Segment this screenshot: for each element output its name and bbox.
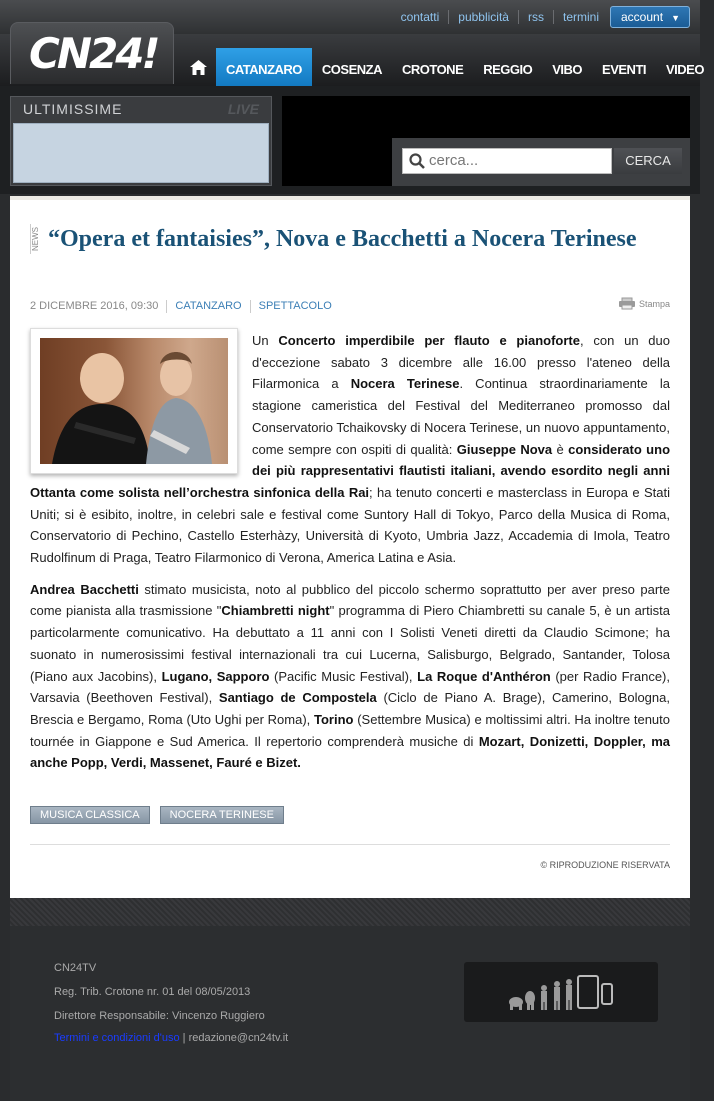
nav-item-vibo[interactable]: VIBO [552, 62, 583, 77]
article-container [10, 196, 690, 898]
paragraph-2-content [30, 582, 670, 771]
account-button[interactable] [610, 6, 690, 28]
footer-pattern [10, 898, 690, 926]
live-label: LIVE [227, 101, 259, 117]
ultimissime-panel [10, 96, 272, 186]
text-run: (per Radio France), Varsavia (Beethoven Festival), [30, 668, 671, 706]
text-run: . Continua straordinariamente la stagione cameristica del Festival del Mediterraneo promosso dal Conservatorio Tchaikovsky di Nocera Terinese, un nuovo appuntamento, come sempre con ospiti di qualità: [252, 376, 671, 457]
account-label: account [621, 10, 664, 24]
nav-item-reggio[interactable]: REGGIO [483, 62, 533, 77]
text-run: Concerto imperdibile per flauto e pianoforte [278, 333, 580, 348]
tag-musica-classica[interactable]: MUSICA CLASSICA [30, 806, 150, 824]
terms-link[interactable]: Termini e condizioni d'uso [54, 1032, 180, 1044]
text-run: Santiago de Compostela [218, 690, 377, 706]
home-icon [190, 60, 207, 75]
footer-links [54, 1032, 288, 1044]
search-bar [392, 138, 690, 186]
section-label: NEWS [30, 224, 42, 254]
evolution-logo[interactable] [464, 962, 658, 1022]
footer-site-name: CN24TV [54, 962, 97, 974]
search-input[interactable] [402, 148, 612, 174]
text-run: Giuseppe Nova [456, 441, 553, 457]
text-run: è [552, 441, 569, 457]
tag-list [30, 806, 284, 824]
text-run: " programma di Piero Chiambretti su canale 5, è un artista particolarmente comunicativo. Ha debuttato a 11 anni con I Solisti Veneti diretti da Claudio Scimone; ha suonato in numerosissimi festival internazionali tra cui Lucerna, Salisburgo, Belgrado, Santander, Tolosa (Piano aux Jacobins), [30, 603, 670, 684]
print-label: Stampa [638, 298, 670, 309]
subcategory-link[interactable]: SPETTACOLO [258, 300, 332, 312]
tag-nocera-terinese[interactable]: NOCERA TERINESE [160, 806, 284, 824]
article-photo[interactable] [30, 328, 238, 474]
footer-director: Direttore Responsabile: Vincenzo Ruggiero [54, 1010, 265, 1022]
ultimissime-ticker[interactable] [13, 123, 269, 183]
article-date: 2 DICEMBRE 2016, 09:30 [30, 300, 167, 313]
footer [10, 926, 690, 1101]
search-icon [409, 153, 425, 169]
divider [30, 844, 670, 845]
nav-item-cosenza[interactable]: COSENZA [321, 62, 382, 77]
link-rss[interactable]: rss [519, 10, 554, 24]
text-run: stimato musicista, noto al pubblico del piccolo schermo soprattutto per aver preso parte come pianista alla trasmissione " [30, 581, 670, 619]
footer-registration: Reg. Trib. Crotone nr. 01 del 08/05/2013 [54, 986, 251, 998]
category-link[interactable]: CATANZARO [175, 300, 242, 312]
text-run: Lugano, Sapporo [161, 668, 270, 684]
search-button[interactable]: CERCA [614, 148, 682, 174]
print-button[interactable] [619, 298, 670, 309]
text-run: Un [252, 333, 279, 348]
link-contatti[interactable]: contatti [392, 10, 450, 24]
copyright-notice: © RIPRODUZIONE RISERVATA [540, 860, 670, 870]
text-run: Torino [314, 711, 354, 727]
text-run: Chiambretti night [221, 603, 330, 619]
chevron-down-icon: ▼ [671, 13, 680, 23]
text-run: considerato uno dei più rappresentativi flautisti italiani, avendo esordito negli anni Ottanta come solista nell’orchestra sinfonica della Rai [30, 441, 671, 500]
ultimissime-title: ULTIMISSIME [23, 101, 123, 117]
text-run: ; ha tenuto concerti e masterclass in Europa e Stati Uniti; si è esibito, inoltre, in celebri sale e festival come Suntory Hall di Tokyo, Parco della Musica di Roma, Conservatorio di Pechino, Castello Esterhàzy, Università di Kyoto, Umbria Jazz, Accademia di Imola, Teatro Rudolfinum di Praga, Teatro Filarmonico di Verona, America Latina e Asia. [30, 484, 670, 566]
text-run: Andrea Bacchetti [30, 581, 139, 597]
main-nav [180, 48, 714, 86]
nav-item-eventi[interactable]: EVENTI [602, 62, 647, 77]
text-run: La Roque d'Anthéron [417, 668, 551, 684]
text-run: Mozart, Donizetti, Doppler, ma anche Popp, Verdi, Massenet, Fauré e Bizet. [30, 733, 671, 771]
logo-text: CN24! [29, 29, 158, 78]
site-logo[interactable] [10, 22, 174, 84]
nav-item-video[interactable]: VIDEO [666, 62, 704, 77]
search-placeholder: cerca... [429, 152, 479, 169]
paragraph-2 [30, 579, 670, 774]
footer-email: | redazione@cn24tv.it [182, 1032, 289, 1044]
nav-item-crotone[interactable]: CROTONE [401, 62, 464, 77]
printer-icon [619, 298, 635, 309]
home-button[interactable] [180, 48, 216, 86]
nav-item-catanzaro[interactable]: CATANZARO [216, 48, 312, 86]
article-meta [30, 300, 340, 313]
text-run: , con un duo d'eccezione sabato 3 dicembre alle 16.00 presso l'ateneo della Filarmonica a [252, 333, 670, 392]
link-pubblicita[interactable]: pubblicità [449, 10, 519, 24]
text-run: (Settembre Musica) e moltissimi altri. Ha inoltre tenuto tournée in Giappone e Sud America. Il repertorio comprenderà musiche di [30, 711, 671, 749]
text-run: Nocera Terinese [350, 376, 460, 392]
musicians-image [40, 338, 228, 464]
top-links [392, 10, 608, 24]
text-run: (Pacific Music Festival), [269, 668, 418, 684]
evolution-icon [464, 962, 658, 1022]
text-run: (Ciclo de Piano A. Brage), Camerino, Bologna, Brescia e Bergamo, Roma (Uto Ughi per Roma), [30, 690, 670, 727]
article-title: “Opera et fantaisies”, Nova e Bacchetti a Nocera Terinese [48, 226, 637, 252]
link-termini[interactable]: termini [562, 10, 599, 24]
